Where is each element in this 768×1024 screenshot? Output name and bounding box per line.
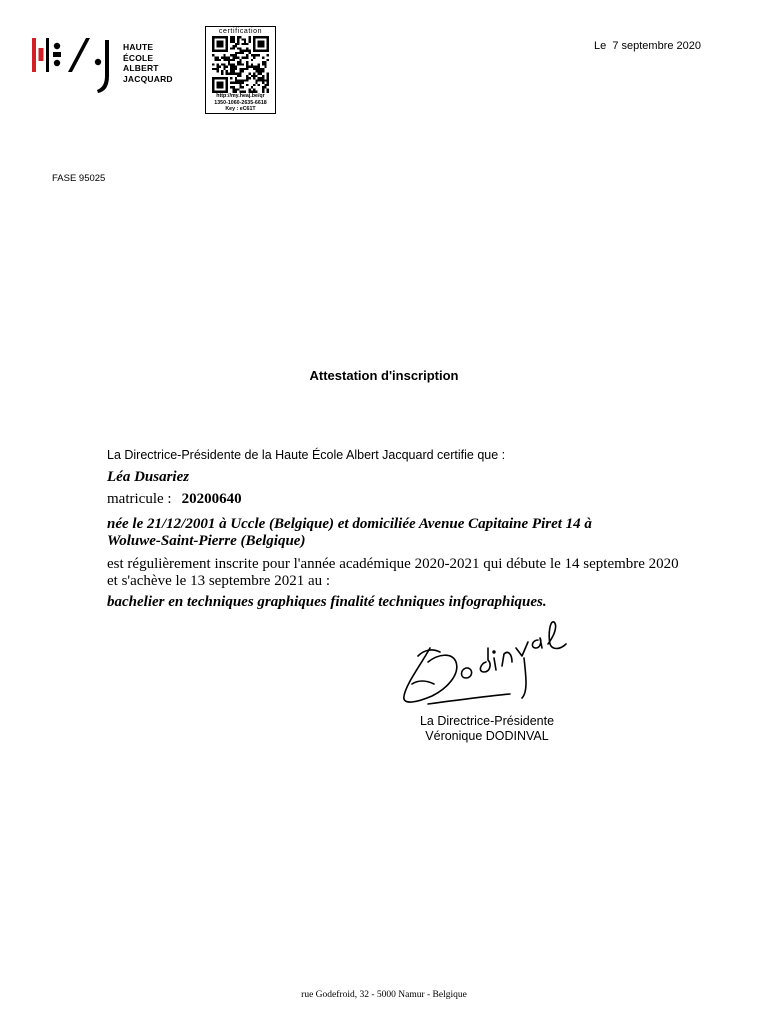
certification-key: Key : eC61T xyxy=(225,106,256,113)
logo-line: ÉCOLE xyxy=(123,52,154,63)
certification-code: 1350-1060-2635-6618 xyxy=(214,99,267,106)
footer-address: rue Godefroid, 32 - 5000 Namur - Belgique xyxy=(301,990,467,1000)
certification-details xyxy=(206,93,275,113)
date-prefix: Le xyxy=(593,40,607,52)
matricule-label: matricule : xyxy=(107,491,172,507)
enrollment-line-2: et s'achève le 13 septembre 2021 au : xyxy=(107,573,331,589)
signatory-block xyxy=(370,714,604,744)
birth-address-text xyxy=(107,516,667,550)
signatory-title: La Directrice-Présidente xyxy=(419,714,555,728)
certification-label: certification xyxy=(218,28,263,35)
program-name: bachelier en techniques graphiques finalité techniques infographiques. xyxy=(107,594,547,610)
reference-number: FASE 95025 xyxy=(52,173,106,184)
enrollment-line-1: est régulièrement inscrite pour l'année académique 2020-2021 qui débute le 14 septembre 2020 xyxy=(107,556,679,572)
document-date xyxy=(594,40,701,52)
logo-line: JACQUARD xyxy=(123,73,173,84)
matricule-value: 20200640 xyxy=(181,491,242,507)
certification-url[interactable]: http://my.heaj.be/qr xyxy=(216,93,265,99)
handwritten-signature xyxy=(398,614,570,718)
student-name: Léa Dusariez xyxy=(107,469,190,485)
intro-text: La Directrice-Présidente de la Haute École Albert Jacquard certifie que : xyxy=(107,448,506,462)
qr-code-icon[interactable] xyxy=(212,36,269,93)
birth-line-1: née le 21/12/2001 à Uccle (Belgique) et domiciliée Avenue Capitaine Piret 14 à xyxy=(107,516,592,532)
birth-line-2: Woluwe-Saint-Pierre (Belgique) xyxy=(107,533,306,549)
matricule-row xyxy=(107,491,242,508)
certification-box xyxy=(205,26,276,114)
enrollment-text xyxy=(107,556,707,590)
logo-line: HAUTE xyxy=(123,42,154,52)
date-value: 7 septembre 2020 xyxy=(612,40,701,52)
document-title: Attestation d'inscription xyxy=(309,368,459,383)
signatory-name: Véronique DODINVAL xyxy=(425,729,549,743)
logo-wordmark xyxy=(123,42,173,84)
logo-line: ALBERT xyxy=(123,63,159,73)
